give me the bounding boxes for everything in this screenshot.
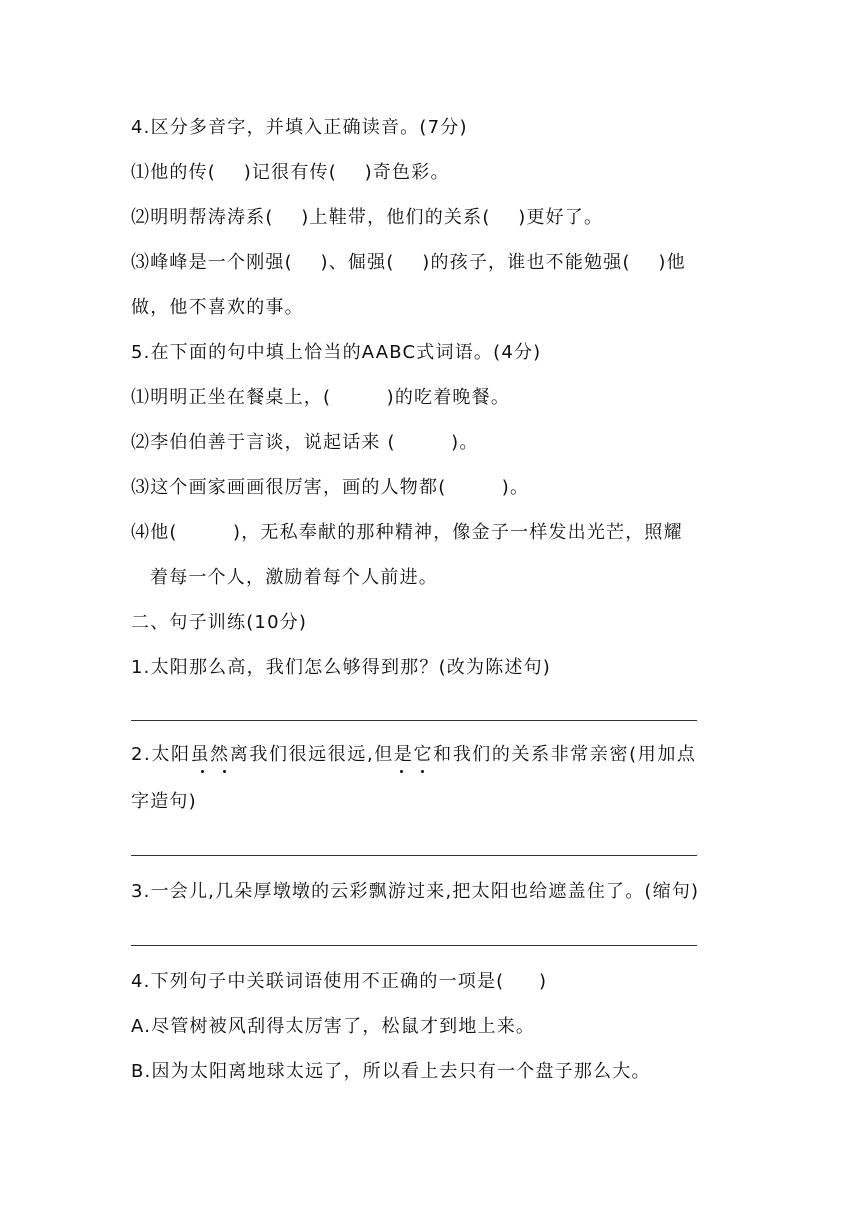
q4-item-1: ⑴他的传( )记很有传( )奇色彩。 bbox=[131, 162, 450, 183]
q5-item-4-continued: 着每一个人，激励着每个人前进。 bbox=[150, 567, 438, 588]
section2-q4-heading: 4.下列句子中关联词语使用不正确的一项是( ) bbox=[131, 971, 548, 992]
q5-heading: 5.在下面的句中填上恰当的AABC式词语。(4分) bbox=[131, 342, 542, 363]
section2-q2-line2: 字造句) bbox=[131, 791, 197, 812]
q4-item-3-continued: 做，他不喜欢的事。 bbox=[131, 297, 304, 318]
answer-line-3[interactable] bbox=[131, 945, 697, 946]
q4-item-3: ⑶峰峰是一个刚强( )、倔强( )的孩子，谁也不能勉强( )他 bbox=[131, 252, 686, 273]
emphasis-dot bbox=[223, 770, 226, 773]
q5-item-1: ⑴明明正坐在餐桌上，( )的吃着晚餐。 bbox=[131, 387, 511, 408]
answer-line-1[interactable] bbox=[131, 720, 697, 721]
section2-q2-line1: 2.太阳虽然离我们很远很远,但是它和我们的关系非常亲密(用加点 bbox=[131, 744, 697, 765]
q5-item-3: ⑶这个画家画画很厉害，画的人物都( )。 bbox=[131, 477, 530, 498]
emphasis-dot bbox=[421, 770, 424, 773]
q4-item-2: ⑵明明帮涛涛系( )上鞋带，他们的关系( )更好了。 bbox=[131, 207, 604, 228]
option-b: B.因为太阳离地球太远了，所以看上去只有一个盘子那么大。 bbox=[131, 1061, 651, 1082]
emphasis-dot bbox=[201, 770, 204, 773]
q4-heading: 4.区分多音字，并填入正确读音。(7分) bbox=[131, 117, 468, 138]
option-a: A.尽管树被风刮得太厉害了，松鼠才到地上来。 bbox=[131, 1016, 536, 1037]
section2-q1: 1.太阳那么高，我们怎么够得到那？(改为陈述句) bbox=[131, 657, 552, 678]
emphasis-dot bbox=[400, 770, 403, 773]
q5-item-4: ⑷他( )，无私奉献的那种精神，像金子一样发出光芒，照耀 bbox=[131, 522, 683, 543]
answer-line-2[interactable] bbox=[131, 855, 697, 856]
q5-item-2: ⑵李伯伯善于言谈，说起话来 ( )。 bbox=[131, 432, 479, 453]
section2-heading: 二、句子训练(10分) bbox=[131, 612, 308, 633]
section2-q3: 3.一会儿,几朵厚墩墩的云彩飘游过来,把太阳也给遮盖住了。(缩句) bbox=[131, 881, 700, 902]
